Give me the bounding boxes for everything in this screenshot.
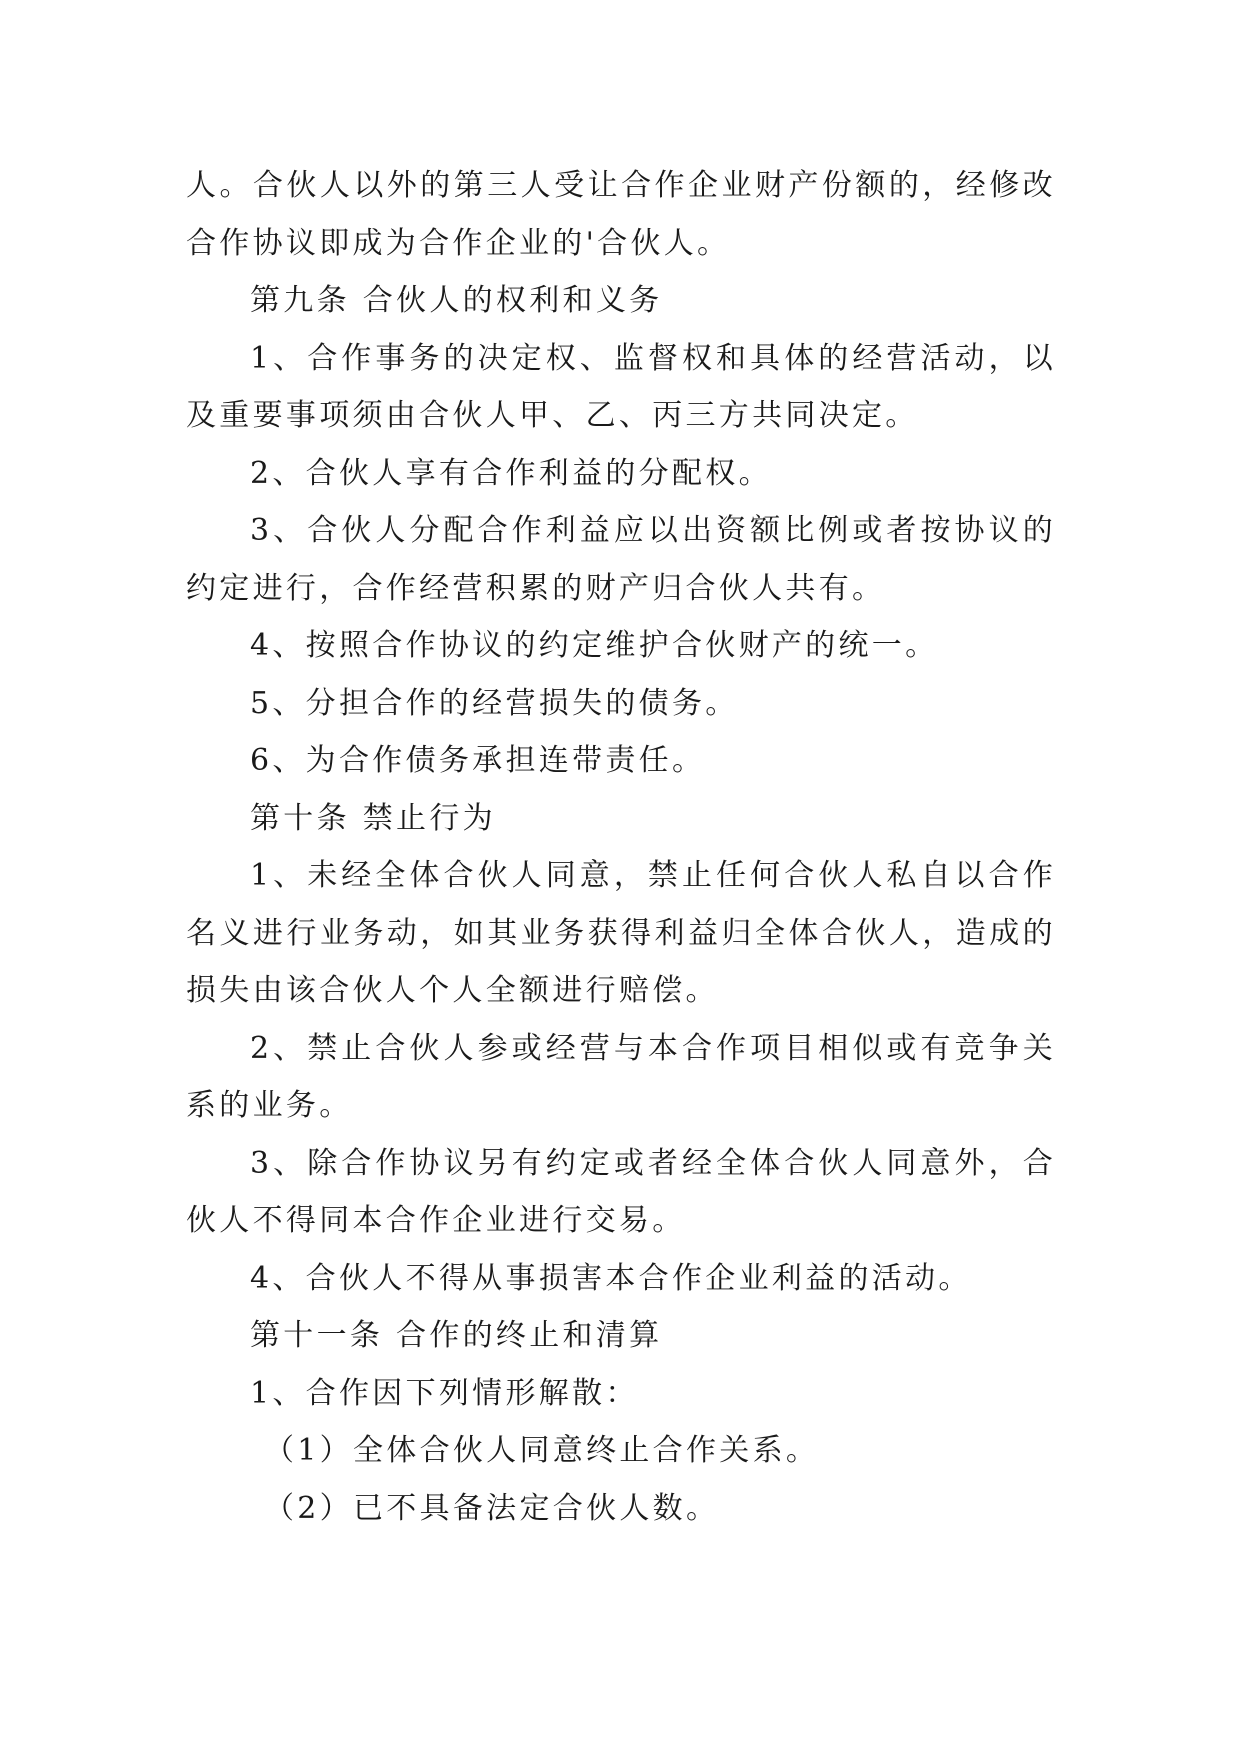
article-9-item-2: 2、合伙人享有合作利益的分配权。	[250, 455, 772, 491]
paragraph-continuation: 人。合伙人以外的第三人受让合作企业财产份额的，经修改合作协议即成为合作企业的'合伙人。	[186, 168, 1056, 261]
document-body	[186, 157, 1056, 1537]
article-10-heading: 第十条 禁止行为	[250, 800, 496, 836]
article-11-subitem-2: （2）已不具备法定合伙人数。	[264, 1490, 720, 1526]
article-10-item-1: 1、未经全体合伙人同意，禁止任何合伙人私自以合作名义进行业务动，如其业务获得利益归全体合伙人，造成的损失由该合伙人个人全额进行赔偿。	[186, 858, 1056, 1008]
article-10-item-2: 2、禁止合伙人参或经营与本合作项目相似或有竞争关系的业务。	[186, 1030, 1056, 1123]
article-11-subitem-1: （1）全体合伙人同意终止合作关系。	[264, 1433, 820, 1468]
article-10-item-4: 4、合伙人不得从事损害本合作企业利益的活动。	[250, 1260, 972, 1296]
article-9-item-6: 6、为合作债务承担连带责任。	[250, 743, 706, 778]
article-9-item-1: 1、合作事务的决定权、监督权和具体的经营活动，以及重要事项须由合伙人甲、乙、丙三方共同决定。	[186, 340, 1056, 433]
article-10-item-3: 3、除合作协议另有约定或者经全体合伙人同意外，合伙人不得同本合作企业进行交易。	[186, 1145, 1056, 1238]
article-9-item-5: 5、分担合作的经营损失的债务。	[250, 685, 739, 721]
article-11-item-1: 1、合作因下列情形解散：	[250, 1375, 639, 1411]
article-9-heading: 第九条 合伙人的权利和义务	[250, 283, 663, 318]
article-11-heading: 第十一条 合作的终止和清算	[250, 1318, 663, 1353]
article-9-item-3: 3、合伙人分配合作利益应以出资额比例或者按协议的约定进行，合作经营积累的财产归合伙人共有。	[186, 513, 1056, 606]
article-9-item-4: 4、按照合作协议的约定维护合伙财产的统一。	[250, 628, 939, 663]
